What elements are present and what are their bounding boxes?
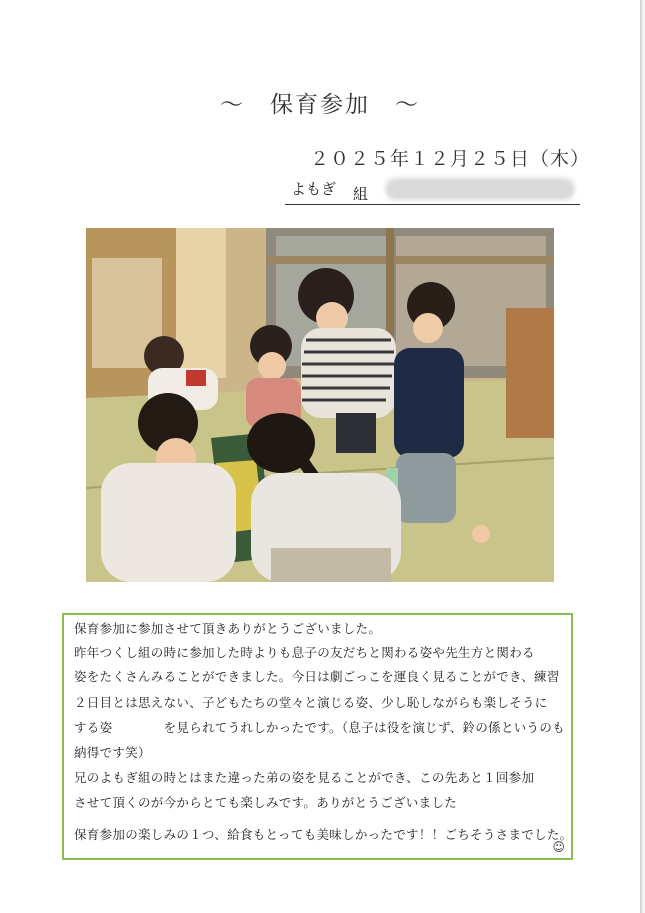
class-name-field bbox=[285, 176, 580, 205]
comment-line: 保育参加に参加させて頂きありがとうございました。 bbox=[74, 621, 382, 636]
page-title: ～ 保育参加 ～ bbox=[220, 92, 420, 118]
document-date: ２０２５年１２月２５日（木） bbox=[309, 148, 590, 170]
class-suffix: 組 bbox=[353, 185, 369, 203]
comment-line: する姿 を見られてうれしかったです。（息子は役を演じず、鈴の係というのも bbox=[74, 720, 565, 735]
comment-line: 姿をたくさんみることができました。今日は劇ごっこを運良く見ることができ、練習 bbox=[74, 669, 560, 684]
parent-comment-box bbox=[62, 613, 573, 860]
classroom-photo-illustration bbox=[86, 228, 554, 582]
class-name-handwritten: よもぎ bbox=[291, 180, 337, 198]
redacted-name-blur bbox=[385, 178, 575, 200]
comment-line: させて頂くのが今からとても楽しみです。ありがとうございました bbox=[74, 795, 458, 810]
comment-line: 昨年つくし組の時に参加した時よりも息子の友だちと関わる姿や先生方と関わる bbox=[74, 645, 535, 660]
comment-line: 保育参加の楽しみの１つ、給食もとっても美味しかったです！！ごちそうさまでした。 bbox=[74, 827, 573, 842]
comment-line: 納得です笑） bbox=[74, 745, 151, 760]
classroom-photo bbox=[86, 228, 554, 582]
smile-doodle-icon: ☺ bbox=[552, 840, 565, 854]
comment-line: 兄のよもぎ組の時とはまた違った弟の姿を見ることができ、この先あと１回参加 bbox=[74, 770, 535, 785]
comment-line: ２日目とは思えない、子どもたちの堂々と演じる姿、少し恥しながらも楽しそうに bbox=[74, 695, 548, 710]
